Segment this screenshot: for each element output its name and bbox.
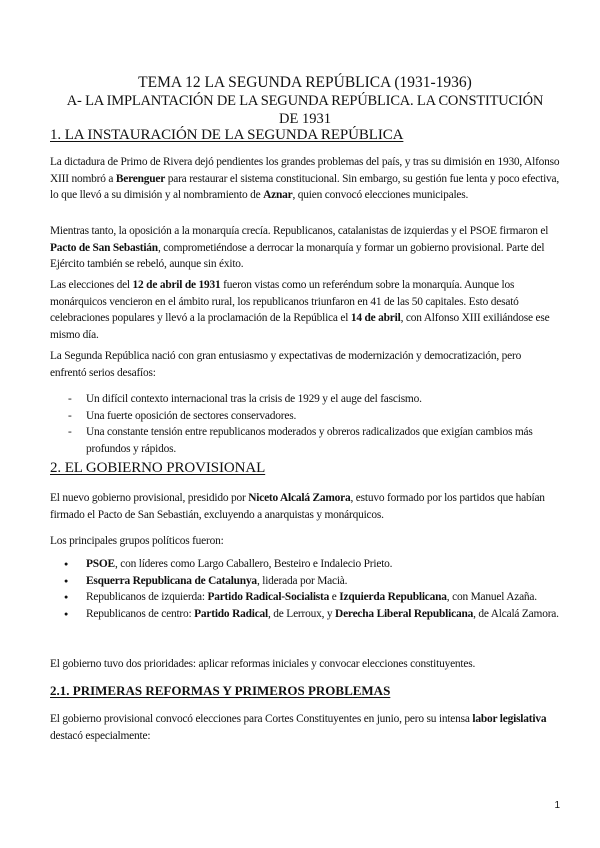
main-title: TEMA 12 LA SEGUNDA REPÚBLICA (1931-1936)	[138, 74, 472, 91]
list-item: ● Republicanos de centro: Partido Radical, de Lerroux, y Derecha Liberal Republicana, de Alcalá Zamora.	[50, 606, 560, 623]
list-item: - Un difícil contexto internacional tras la crisis de 1929 y el auge del fascismo.	[50, 391, 560, 408]
section-2-1-heading: 2.1. PRIMERAS REFORMAS Y PRIMEROS PROBLEMAS	[50, 683, 391, 698]
section-1-paragraph-4: La Segunda República nació con gran entusiasmo y expectativas de modernización y democratización, pero enfrentó serios desafíos:	[50, 350, 522, 379]
list-item: - Una fuerte oposición de sectores conservadores.	[50, 408, 560, 425]
list-item: ● Republicanos de izquierda: Partido Radical-Socialista e Izquierda Republicana, con Manuel Azaña.	[50, 589, 560, 606]
list-item: ● PSOE, con líderes como Largo Caballero, Besteiro e Indalecio Prieto.	[50, 556, 560, 573]
subtitle-line-2: DE 1931	[279, 111, 331, 127]
section-1-paragraph-3: Las elecciones del 12 de abril de 1931 fueron vistas como un referéndum sobre la monarquía. Aunque los monárquicos vencieron en el ámbito rural, los republicanos triunfaron en 41 de las 50 capitales. Esto desató celebraciones populares y llevó a la proclamación de la República el 14 de abril, con Alfonso XIII exiliándose ese mismo día.	[50, 279, 550, 341]
section-2-paragraph-1: El nuevo gobierno provisional, presidido por Niceto Alcalá Zamora, estuvo formado por los partidos que habían firmado el Pacto de San Sebastián, excluyendo a anarquistas y monárquicos.	[50, 492, 545, 521]
subtitle-line-1: A- LA IMPLANTACIÓN DE LA SEGUNDA REPÚBLICA. LA CONSTITUCIÓN	[66, 93, 544, 109]
section-1-heading: 1. LA INSTAURACIÓN DE LA SEGUNDA REPÚBLICA	[50, 127, 404, 143]
section-2-heading: 2. EL GOBIERNO PROVISIONAL	[50, 460, 266, 476]
political-groups-list	[50, 556, 560, 622]
challenges-list	[50, 391, 560, 457]
section-2-1-paragraph-1: El gobierno provisional convocó elecciones para Cortes Constituyentes en junio, pero su intensa labor legislativa destacó especialmente:	[50, 713, 547, 742]
section-1-paragraph-2: Mientras tanto, la oposición a la monarquía crecía. Republicanos, catalanistas de izquierdas y el PSOE firmaron el Pacto de San Sebastián, comprometiéndose a derrocar la monarquía y formar un gobierno provisional. Parte del Ejército también se rebeló, aunque sin éxito.	[50, 225, 549, 270]
section-2-paragraph-2: Los principales grupos políticos fueron:	[50, 535, 224, 547]
section-1-paragraph-1: La dictadura de Primo de Rivera dejó pendientes los grandes problemas del país, y tras su dimisión en 1930, Alfonso XIII nombró a Berenguer para restaurar el sistema constitucional. Sin embargo, su gestión fue lenta y poco efectiva, lo que llevó a su dimisión y al nombramiento de Aznar, quien convocó elecciones municipales.	[50, 156, 560, 201]
page-number: 1	[554, 800, 560, 811]
list-item: ● Esquerra Republicana de Catalunya, liderada por Macià.	[50, 573, 560, 590]
list-item: - Una constante tensión entre republicanos moderados y obreros radicalizados que exigían cambios más profundos y rápidos.	[50, 424, 560, 457]
section-2-paragraph-3: El gobierno tuvo dos prioridades: aplicar reformas iniciales y convocar elecciones constituyentes.	[50, 658, 476, 670]
